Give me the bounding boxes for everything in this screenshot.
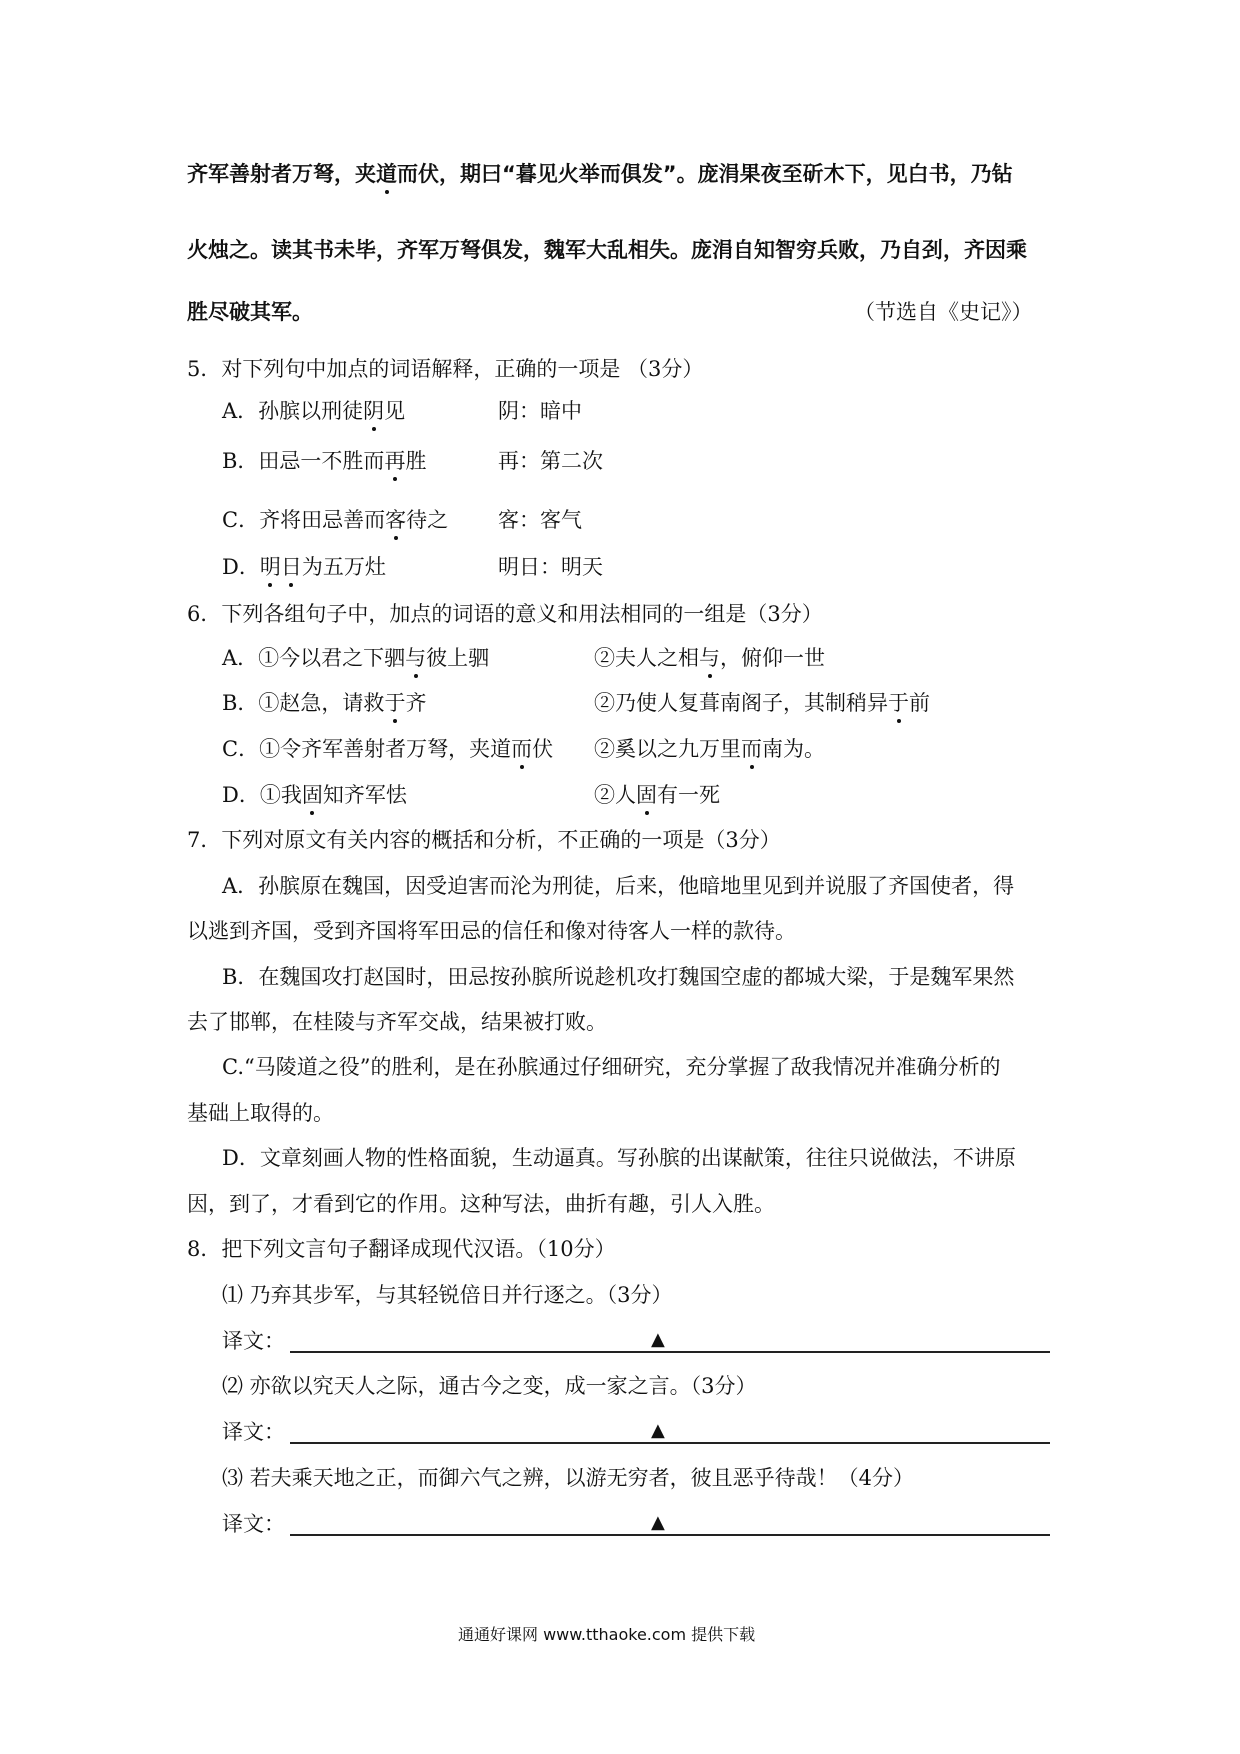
- triangle-marker-icon: ▲: [651, 1512, 665, 1533]
- q8-answer-line-1[interactable]: [290, 1351, 1050, 1353]
- passage-line-1: 齐军善射者万弩，夹道而伏，期曰“暮见火举而俱发”。庞涓果夜至斫木下，见白书，乃钻: [187, 162, 1013, 186]
- passage-line-3: 胜尽破其军。: [187, 300, 313, 324]
- q5-option-a-answer: 阴：暗中: [498, 399, 582, 423]
- q5-option-c: C．齐将田忌善而客待之: [222, 508, 449, 532]
- q6-option-b-2: ②乃使人复葺南阁子，其制稍异于前: [594, 691, 930, 715]
- q7-option-b-line-2: 去了邯郸，在桂陵与齐军交战，结果被打败。: [187, 1010, 607, 1034]
- dotted-char: 道: [376, 162, 397, 186]
- q5-stem: 5．对下列句中加点的词语解释，正确的一项是 （3分）: [187, 357, 704, 381]
- q5-option-a: A．孙膑以刑徒阴见: [222, 399, 406, 423]
- passage-line-2: 火烛之。读其书未毕，齐军万弩俱发，魏军大乱相失。庞涓自知智穷兵败，乃自刭，齐因乘: [187, 238, 1027, 262]
- q6-stem: 6．下列各组句子中，加点的词语的意义和用法相同的一组是（3分）: [187, 602, 823, 626]
- q8-stem: 8．把下列文言句子翻译成现代汉语。（10分）: [187, 1237, 616, 1261]
- triangle-marker-icon: ▲: [651, 1329, 665, 1350]
- q6-option-c-1: C．①令齐军善射者万弩，夹道而伏: [222, 737, 554, 761]
- q7-option-d-line-1: D．文章刻画人物的性格面貌，生动逼真。写孙膑的出谋献策，往往只说做法，不讲原: [222, 1146, 1016, 1170]
- q5-option-b-answer: 再：第二次: [498, 449, 603, 473]
- q7-option-b-line-1: B．在魏国攻打赵国时，田忌按孙膑所说趁机攻打魏国空虚的都城大梁，于是魏军果然: [222, 965, 1015, 989]
- q8-answer-line-2[interactable]: [290, 1442, 1050, 1444]
- q5-option-c-answer: 客：客气: [498, 508, 582, 532]
- q8-sentence-3: ⑶ 若夫乘天地之正，而御六气之辨，以游无穷者，彼且恶乎待哉！（4分）: [222, 1466, 915, 1490]
- q8-answer-label-3: 译文：: [222, 1512, 285, 1536]
- q5-option-d: D．明日为五万灶: [222, 555, 386, 579]
- q8-answer-label-2: 译文：: [222, 1420, 285, 1444]
- q5-option-b: B．田忌一不胜而再胜: [222, 449, 427, 473]
- q7-option-a-line-2: 以逃到齐国，受到齐国将军田忌的信任和像对待客人一样的款待。: [187, 919, 796, 943]
- q8-answer-label-1: 译文：: [222, 1329, 285, 1353]
- q7-option-d-line-2: 因，到了，才看到它的作用。这种写法，曲折有趣，引人入胜。: [187, 1192, 775, 1216]
- page-footer: 通通好课网 www.tthaoke.com 提供下载: [458, 1625, 756, 1644]
- q6-option-a-2: ②夫人之相与，俯仰一世: [594, 646, 825, 670]
- q8-sentence-2: ⑵ 亦欲以究天人之际，通古今之变，成一家之言。（3分）: [222, 1374, 757, 1398]
- q6-option-c-2: ②奚以之九万里而南为。: [594, 737, 825, 761]
- q7-stem: 7．下列对原文有关内容的概括和分析，不正确的一项是（3分）: [187, 828, 781, 852]
- q6-option-b-1: B．①赵急，请救于齐: [222, 691, 427, 715]
- q8-sentence-1: ⑴ 乃弃其步军，与其轻锐倍日并行逐之。（3分）: [222, 1283, 673, 1307]
- passage-source: （节选自《史记》）: [854, 300, 1033, 324]
- q6-option-d-2: ②人固有一死: [594, 783, 720, 807]
- q8-answer-line-3[interactable]: [290, 1534, 1050, 1536]
- q6-option-d-1: D．①我固知齐军怯: [222, 783, 407, 807]
- q7-option-c-line-2: 基础上取得的。: [187, 1101, 334, 1125]
- q7-option-c-line-1: C.“马陵道之役”的胜利，是在孙膑通过仔细研究，充分掌握了敌我情况并准确分析的: [222, 1055, 1001, 1079]
- q7-option-a-line-1: A．孙膑原在魏国，因受迫害而沦为刑徒，后来，他暗地里见到并说服了齐国使者，得: [222, 874, 1015, 898]
- triangle-marker-icon: ▲: [651, 1420, 665, 1441]
- q5-option-d-answer: 明日：明天: [498, 555, 603, 579]
- q6-option-a-1: A．①今以君之下驷与彼上驷: [222, 646, 490, 670]
